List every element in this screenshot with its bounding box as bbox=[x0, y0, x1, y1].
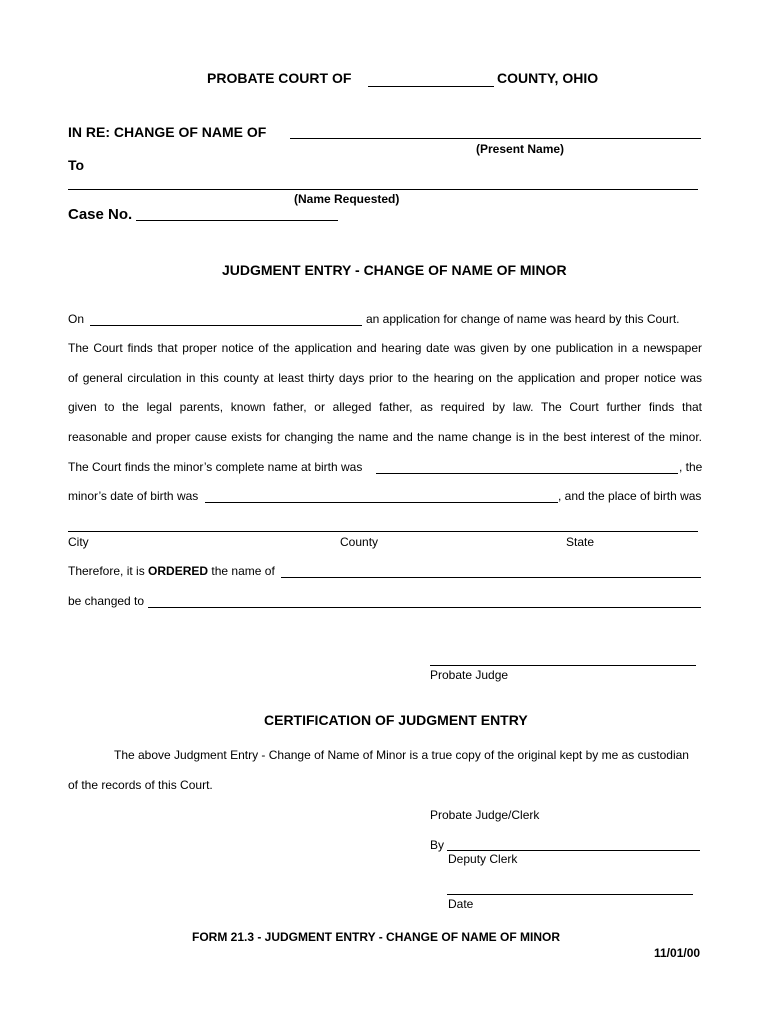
name-requested-line[interactable] bbox=[68, 189, 698, 190]
hearing-date-line[interactable] bbox=[90, 325, 362, 326]
case-no-label: Case No. bbox=[68, 206, 133, 223]
county-blank-line[interactable] bbox=[368, 86, 494, 87]
paragraph-line-5: reasonable and proper cause exists for changing the name and the name change is in the best interest of the minor. bbox=[68, 430, 702, 444]
paragraph-line-2: The Court finds that proper notice of the application and hearing date was given by one publication in a newspaper bbox=[68, 341, 702, 355]
by-label: By bbox=[430, 838, 445, 852]
birth-name-line[interactable] bbox=[376, 473, 678, 474]
birth-name-prefix: The Court finds the minor’s complete name at birth was bbox=[68, 460, 363, 474]
deputy-clerk-label: Deputy Clerk bbox=[448, 852, 518, 866]
birthplace-line[interactable] bbox=[68, 531, 698, 532]
name-requested-label: (Name Requested) bbox=[294, 192, 400, 206]
dob-prefix: minor’s date of birth was bbox=[68, 489, 199, 503]
dob-line[interactable] bbox=[205, 502, 558, 503]
paragraph-line-3: of general circulation in this county at least thirty days prior to the hearing on the application and proper notice was bbox=[68, 371, 702, 385]
ordered-suffix: the name of bbox=[211, 564, 275, 578]
court-prefix: PROBATE COURT OF bbox=[207, 70, 352, 86]
ordered-prefix: Therefore, it is bbox=[68, 564, 145, 578]
ordered-word: ORDERED bbox=[148, 564, 209, 578]
changed-to-label: be changed to bbox=[68, 594, 145, 608]
county-label: County bbox=[340, 535, 379, 549]
deputy-signature-line[interactable] bbox=[447, 850, 700, 851]
certification-title: CERTIFICATION OF JUDGMENT ENTRY bbox=[264, 712, 528, 728]
probate-judge-label: Probate Judge bbox=[430, 668, 509, 682]
form-date: 11/01/00 bbox=[654, 946, 701, 960]
birth-name-suffix: , the bbox=[679, 460, 703, 474]
dob-suffix: , and the place of birth was bbox=[558, 489, 702, 503]
in-re-label: IN RE: CHANGE OF NAME OF bbox=[68, 124, 267, 140]
judgment-title: JUDGMENT ENTRY - CHANGE OF NAME OF MINOR bbox=[222, 262, 567, 278]
certification-line-2: of the records of this Court. bbox=[68, 778, 213, 792]
ordered-name-line[interactable] bbox=[281, 577, 701, 578]
city-label: City bbox=[68, 535, 89, 549]
case-no-line[interactable] bbox=[136, 220, 338, 221]
date-label: Date bbox=[448, 897, 474, 911]
paragraph-line-4: given to the legal parents, known father, or alleged father, as required by law. The Court further finds that bbox=[68, 400, 702, 414]
present-name-label: (Present Name) bbox=[476, 142, 565, 156]
on-rest-text: an application for change of name was heard by this Court. bbox=[366, 312, 680, 326]
form-title: FORM 21.3 - JUDGMENT ENTRY - CHANGE OF NAME OF MINOR bbox=[192, 930, 561, 944]
changed-to-line[interactable] bbox=[148, 607, 701, 608]
state-label: State bbox=[566, 535, 595, 549]
court-suffix: COUNTY, OHIO bbox=[497, 70, 599, 86]
present-name-line[interactable] bbox=[290, 138, 701, 139]
on-label: On bbox=[68, 312, 85, 326]
judge-signature-line[interactable] bbox=[430, 665, 696, 666]
date-line[interactable] bbox=[447, 894, 693, 895]
certification-line-1: The above Judgment Entry - Change of Name of Minor is a true copy of the original kept by me as custodian bbox=[114, 748, 689, 762]
judge-clerk-label: Probate Judge/Clerk bbox=[430, 808, 540, 822]
to-label: To bbox=[68, 157, 85, 173]
ordered-sentence bbox=[68, 564, 275, 578]
